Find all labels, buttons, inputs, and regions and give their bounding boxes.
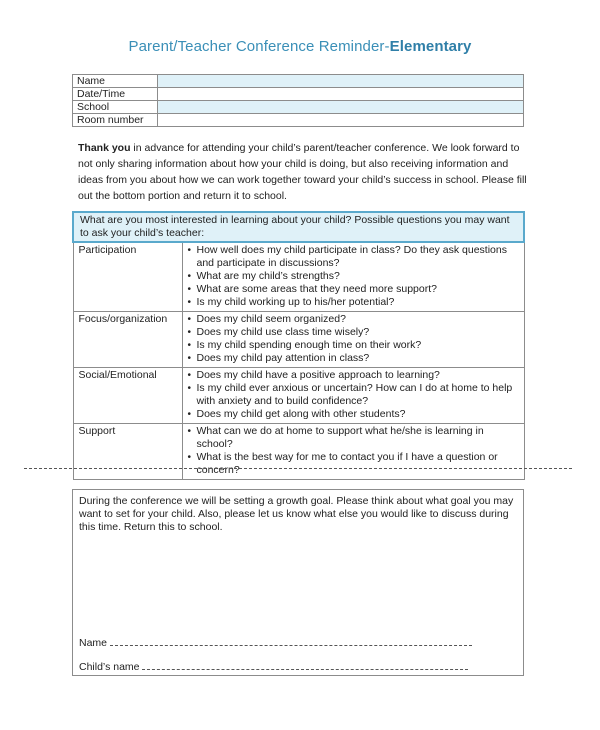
intro-text: in advance for attending your child’s parent/teacher conference. We look forward to not only sharing information about how your child is doing, but also receiving information and ideas from you about how we can work together toward your child’s success in school. Please fill out the bottom portion and return it to school. xyxy=(78,142,527,202)
child-name-line xyxy=(79,660,468,673)
question-row-social xyxy=(73,368,524,424)
info-value-school[interactable] xyxy=(158,101,524,114)
question-row-support xyxy=(73,424,524,480)
intro-bold: Thank you xyxy=(78,142,131,154)
question-item: • How well does my child participate in class? Do they ask questions and participate in discussions? xyxy=(187,244,520,270)
question-item: • Is my child ever anxious or uncertain? How can I do at home to help with anxiety and to build confidence? xyxy=(187,382,520,408)
info-value-room[interactable] xyxy=(158,114,524,127)
title-emphasis: Elementary xyxy=(389,38,472,55)
question-item: • Does my child use class time wisely? xyxy=(187,326,520,339)
question-list xyxy=(182,424,524,480)
return-slip xyxy=(72,489,524,676)
question-item: • Is my child working up to his/her potential? xyxy=(187,296,520,309)
questions-header: What are you most interested in learning about your child? Possible questions you may want to ask your child’s teacher: xyxy=(73,212,524,242)
question-item: • Is my child spending enough time on their work? xyxy=(187,339,520,352)
page-title xyxy=(0,38,600,55)
question-item: • Does my child get along with other students? xyxy=(187,408,520,421)
question-row-focus xyxy=(73,312,524,368)
info-value-name[interactable] xyxy=(158,75,524,88)
questions-table xyxy=(72,211,525,480)
info-label-name: Name xyxy=(73,75,158,88)
info-table xyxy=(72,74,524,127)
category-support: Support xyxy=(73,424,182,480)
question-item: • Does my child seem organized? xyxy=(187,313,520,326)
category-participation: Participation xyxy=(73,242,182,312)
title-main: Parent/Teacher Conference Reminder- xyxy=(128,38,390,55)
question-item: • What are my child’s strengths? xyxy=(187,270,520,283)
question-list xyxy=(182,368,524,424)
return-slip-instructions: During the conference we will be setting a growth goal. Please think about what goal you may want to set for your child. Also, please let us know what else you would like to discuss during this time. Return this to school. xyxy=(79,495,514,533)
info-label-datetime: Date/Time xyxy=(73,88,158,101)
questions-header-row xyxy=(73,212,524,242)
name-line xyxy=(79,636,472,649)
info-label-room: Room number xyxy=(73,114,158,127)
name-label: Name xyxy=(79,637,108,649)
question-item: • What can we do at home to support what he/she is learning in school? xyxy=(187,425,520,451)
category-social: Social/Emotional xyxy=(73,368,182,424)
question-list xyxy=(182,242,524,312)
info-row-room xyxy=(73,114,524,127)
child-name-label: Child’s name xyxy=(79,661,140,673)
question-item: • What is the best way for me to contact you if I have a question or concern? xyxy=(187,451,520,477)
intro-paragraph xyxy=(78,140,530,204)
question-item: • Does my child pay attention in class? xyxy=(187,352,520,365)
name-blank[interactable] xyxy=(110,636,472,646)
info-value-datetime[interactable] xyxy=(158,88,524,101)
info-label-school: School xyxy=(73,101,158,114)
info-row-name xyxy=(73,75,524,88)
info-row-school xyxy=(73,101,524,114)
child-name-blank[interactable] xyxy=(142,660,468,670)
question-list xyxy=(182,312,524,368)
question-row-participation xyxy=(73,242,524,312)
cut-line xyxy=(24,468,572,469)
question-item: • Does my child have a positive approach to learning? xyxy=(187,369,520,382)
question-item: • What are some areas that they need more support? xyxy=(187,283,520,296)
category-focus: Focus/organization xyxy=(73,312,182,368)
info-row-datetime xyxy=(73,88,524,101)
